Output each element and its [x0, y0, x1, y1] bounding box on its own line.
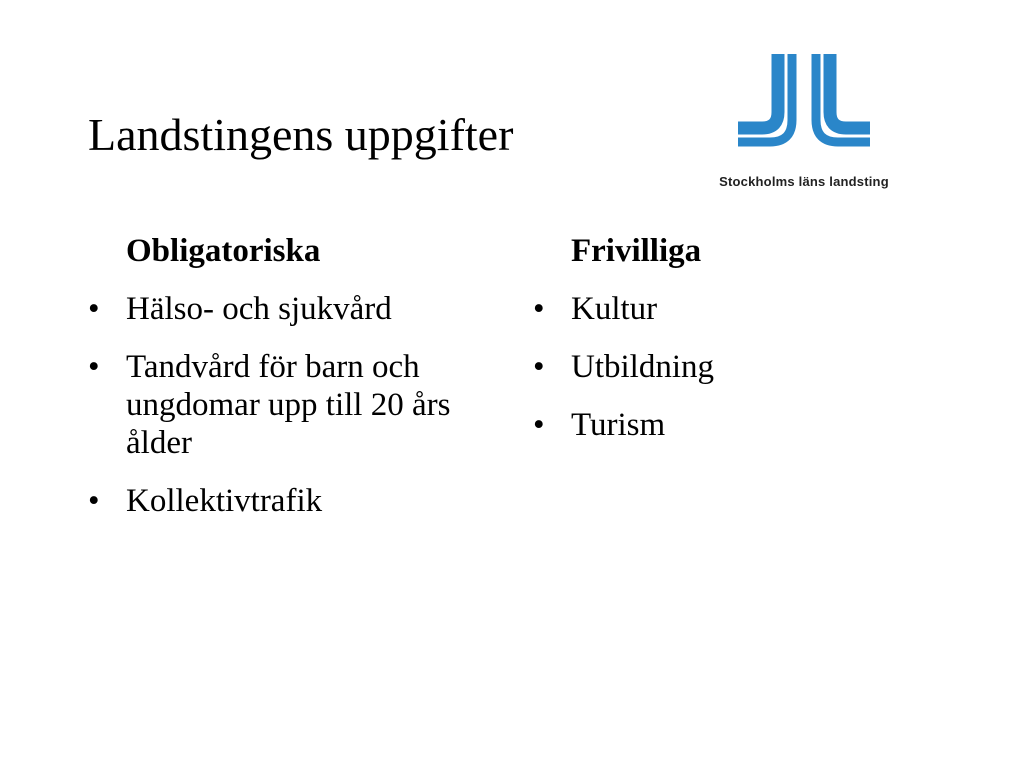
column-heading: Frivilliga [571, 233, 702, 269]
list-item-text: Tandvård för barn och ungdomar upp till 20 års ålder [126, 349, 451, 461]
column-obligatoriska [86, 232, 506, 540]
bullet-icon: • [533, 349, 545, 385]
slide-title: Landstingens uppgifter [88, 109, 514, 160]
bullet-list [86, 290, 506, 520]
logo-text: Stockholms läns landsting [719, 174, 889, 189]
list-item [531, 290, 911, 328]
bullet-icon: • [88, 483, 100, 519]
list-item-text: Kultur [571, 291, 658, 327]
bullet-list [531, 290, 911, 444]
list-item-text: Utbildning [571, 349, 715, 385]
list-item-text: Kollektivtrafik [126, 483, 323, 519]
column-frivilliga [531, 232, 911, 464]
list-item-text: Hälso- och sjukvård [126, 291, 392, 327]
logo [682, 50, 926, 200]
list-item [86, 290, 506, 328]
list-item [531, 348, 911, 386]
column-heading: Obligatoriska [126, 233, 321, 269]
bullet-icon: • [88, 291, 100, 327]
list-item [86, 348, 506, 462]
logo-mark-icon [734, 50, 874, 160]
bullet-icon: • [533, 291, 545, 327]
bullet-icon: • [533, 407, 545, 443]
list-item [86, 482, 506, 520]
list-item [531, 406, 911, 444]
bullet-icon: • [88, 349, 100, 385]
list-item-text: Turism [571, 407, 666, 443]
